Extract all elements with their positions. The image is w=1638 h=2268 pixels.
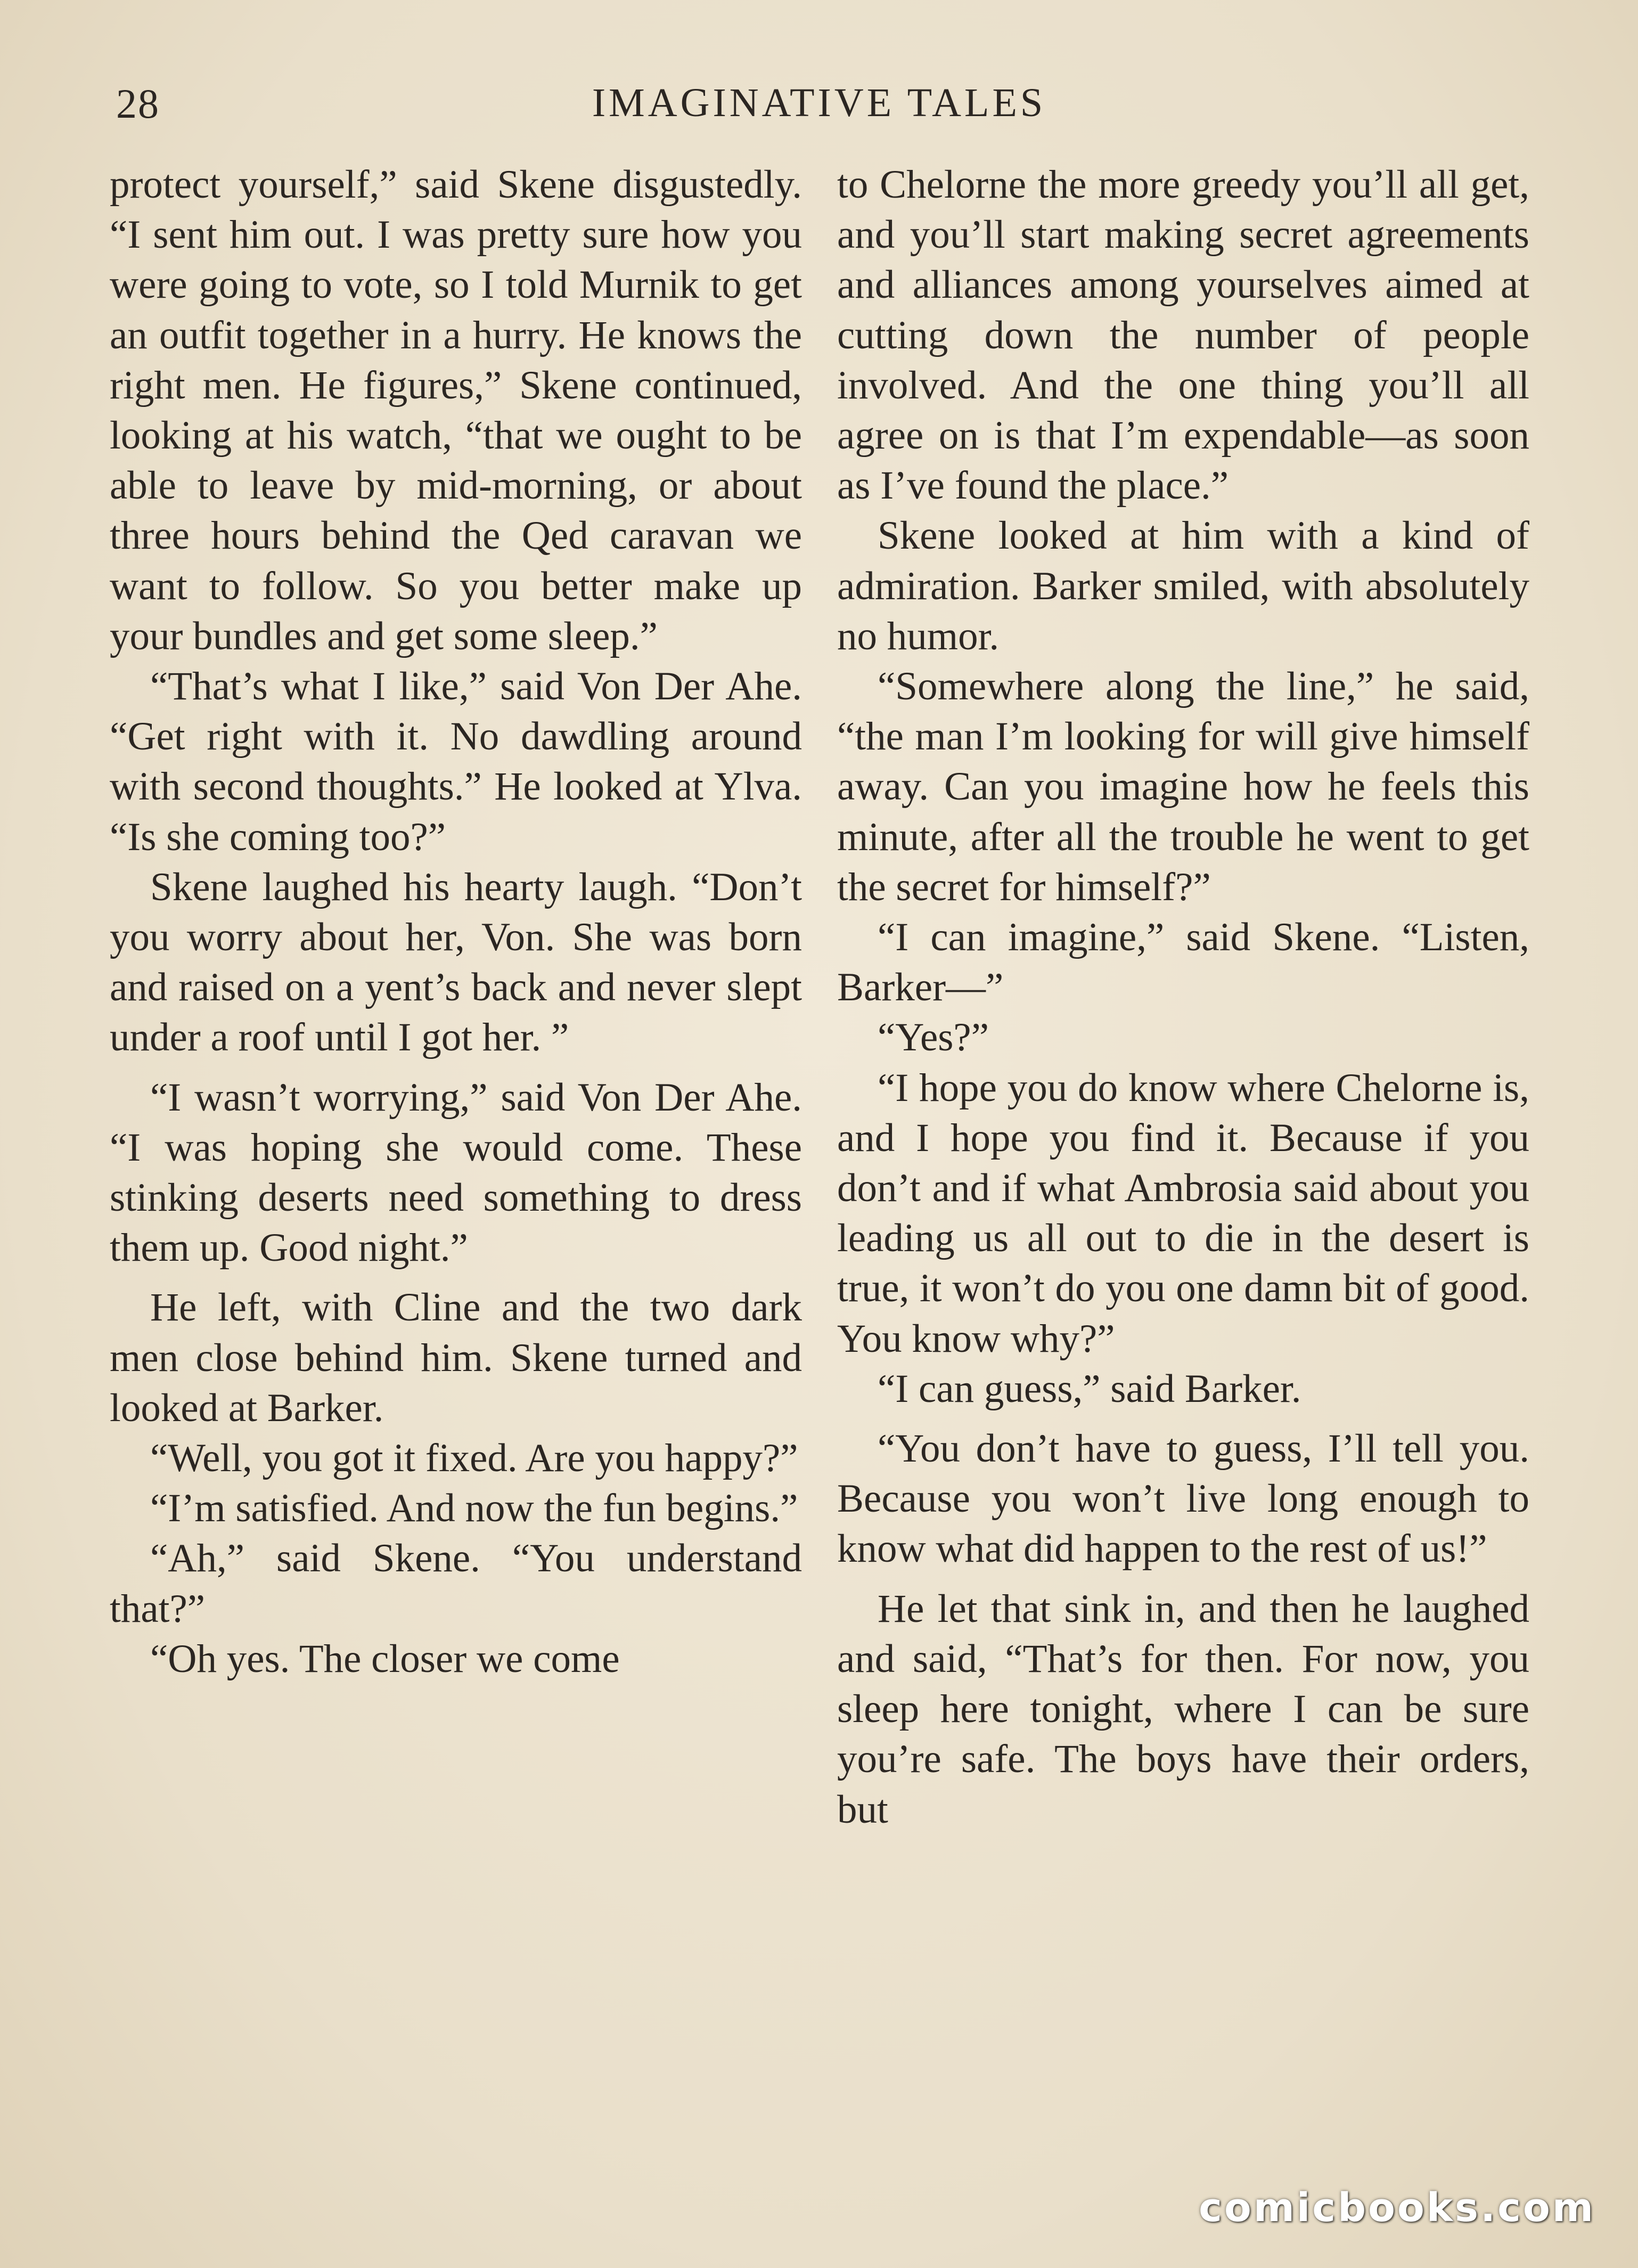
paragraph: Skene laughed his hearty laugh. “Don’t you worry about her, Von. She was born and raised on a yent’s back and never slept under a roof until I got her. ” xyxy=(110,864,802,1060)
paragraph: “Oh yes. The closer we come xyxy=(150,1636,620,1681)
paragraph: “I can imagine,” said Skene. “Listen, Barker—” xyxy=(837,915,1529,1010)
running-title: IMAGINATIVE TALES xyxy=(592,80,1046,125)
paragraph: “I can guess,” said Barker. xyxy=(878,1366,1301,1411)
paragraph: “Ah,” said Skene. “You understand that?” xyxy=(110,1536,802,1631)
paragraph: “Yes?” xyxy=(878,1015,989,1060)
paragraph: “I’m satisfied. And now the fun begins.” xyxy=(150,1486,798,1531)
paragraph: protect yourself,” said Skene disgustedly. “I sent him out. I was pretty sure how you were going to vote, so I told Murnik to get an outfit together in a hurry. He knows the right men. He figures,” Skene continued, looking at his watch, “that we ought to be able to leave by mid-morning, or about three hours behind the Qed caravan we want to follow. So you better make up your bundles and get some sleep.” xyxy=(110,162,802,658)
page-header xyxy=(0,80,1638,128)
paragraph: Skene looked at him with a kind of admiration. Barker smiled, with absolutely no humor. xyxy=(837,513,1529,658)
paragraph: He left, with Cline and the two dark men close behind him. Skene turned and looked at Barker. xyxy=(110,1285,802,1430)
site-watermark: comicbooks.com xyxy=(1199,2185,1595,2231)
paragraph: “You don’t have to guess, I’ll tell you. Because you won’t live long enough to know what did happen to the rest of us!” xyxy=(837,1426,1529,1571)
left-column xyxy=(110,160,802,1684)
right-column xyxy=(837,160,1529,1835)
paragraph: “I wasn’t worrying,” said Von Der Ahe. “I was hoping she would come. These stinking deserts need something to dress them up. Good night.” xyxy=(110,1075,802,1270)
page-number: 28 xyxy=(116,80,160,127)
paragraph: He let that sink in, and then he laughed and said, “That’s for then. For now, you sleep here tonight, where I can be sure you’re safe. The boys have their orders, but xyxy=(837,1586,1529,1832)
paragraph: “Somewhere along the line,” he said, “the man I’m looking for will give himself away. Can you imagine how he feels this minute, after all the trouble he went to get the secret for himself?” xyxy=(837,664,1529,909)
paragraph: “That’s what I like,” said Von Der Ahe. “Get right with it. No dawdling around with second thoughts.” He looked at Ylva. “Is she coming too?” xyxy=(110,664,802,859)
paragraph: “I hope you do know where Chelorne is, and I hope you find it. Because if you don’t and if what Ambrosia said about you leading us all out to die in the desert is true, it won’t do you one damn bit of good. You know why?” xyxy=(837,1065,1529,1361)
paragraph: “Well, you got it fixed. Are you happy?” xyxy=(150,1436,798,1481)
paragraph: to Chelorne the more greedy you’ll all get, and you’ll start making secret agreements and alliances among yourselves aimed at cutting down the number of people involved. And the one thing you’ll all agree on is that I’m expendable—as soon as I’ve found the place.” xyxy=(837,162,1529,508)
